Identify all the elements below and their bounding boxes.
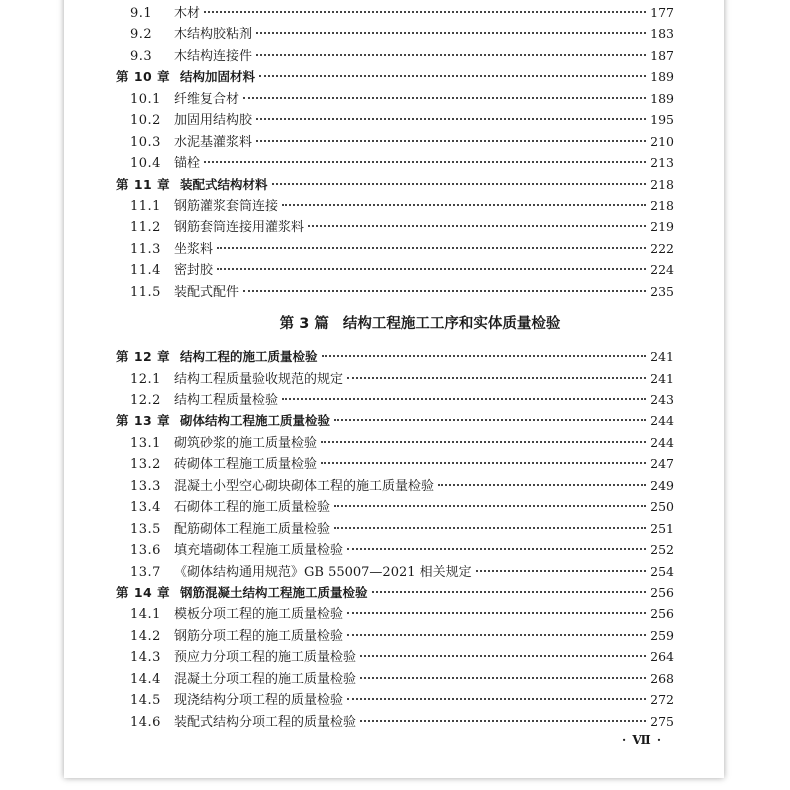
dot-leader bbox=[308, 225, 646, 227]
entry-page-number: 187 bbox=[650, 47, 674, 63]
entry-number: 9.1 bbox=[130, 6, 153, 21]
dot-leader bbox=[282, 204, 646, 206]
part-title: 结构工程施工工序和实体质量检验 bbox=[342, 316, 561, 333]
entry-page-number: 218 bbox=[650, 197, 674, 213]
entry-number: 10.2 bbox=[130, 113, 161, 129]
entry-number: 14.3 bbox=[130, 650, 161, 666]
entry-number: 13.6 bbox=[130, 543, 161, 559]
dot-leader bbox=[360, 677, 646, 679]
toc-section-entry[interactable] bbox=[116, 539, 674, 560]
dot-leader bbox=[347, 548, 646, 550]
entry-page-number: 189 bbox=[650, 90, 674, 106]
entry-number: 11.3 bbox=[130, 241, 161, 257]
entry-number: 13.7 bbox=[130, 564, 161, 580]
dot-leader bbox=[347, 634, 646, 636]
entry-title: 木结构胶粘剂 bbox=[174, 27, 253, 43]
dot-leader bbox=[256, 54, 646, 56]
toc-chapter-entry[interactable] bbox=[116, 410, 674, 431]
toc-section-entry[interactable] bbox=[116, 689, 674, 710]
book-page bbox=[64, 0, 724, 778]
entry-page-number: 259 bbox=[650, 627, 674, 643]
entry-page-number: 218 bbox=[650, 176, 674, 192]
dot-leader bbox=[321, 441, 646, 443]
part-heading bbox=[116, 302, 674, 346]
entry-number: 12.2 bbox=[130, 393, 161, 408]
entry-title: 结构工程质量检验 bbox=[174, 393, 279, 408]
entry-page-number: 256 bbox=[650, 584, 674, 600]
toc-section-entry[interactable] bbox=[116, 152, 674, 173]
entry-number: 11.1 bbox=[130, 198, 161, 214]
dot-leader bbox=[204, 11, 646, 13]
dot-leader bbox=[347, 377, 646, 379]
dot-leader bbox=[256, 32, 646, 34]
entry-title: 预应力分项工程的施工质量检验 bbox=[174, 650, 357, 666]
toc-section-entry[interactable] bbox=[116, 259, 674, 280]
entry-title: 砌筑砂浆的施工质量检验 bbox=[174, 435, 318, 451]
dot-leader bbox=[259, 75, 646, 77]
entry-page-number: 249 bbox=[650, 477, 674, 493]
entry-number: 9.3 bbox=[130, 48, 153, 64]
entry-page-number: 264 bbox=[650, 649, 674, 665]
entry-page-number: 241 bbox=[650, 370, 674, 386]
dot-leader bbox=[334, 419, 646, 421]
toc-section-entry[interactable] bbox=[116, 216, 674, 237]
entry-title: 密封胶 bbox=[174, 263, 214, 279]
entry-title: 钢筋分项工程的施工质量检验 bbox=[174, 628, 344, 644]
entry-number: 第 12 章 bbox=[116, 349, 171, 365]
entry-title: 坐浆料 bbox=[174, 241, 214, 257]
entry-title: 《砌体结构通用规范》GB 55007—2021 相关规定 bbox=[174, 564, 472, 580]
entry-page-number: 183 bbox=[650, 26, 674, 42]
entry-title: 石砌体工程的施工质量检验 bbox=[174, 500, 331, 516]
toc-section-entry[interactable] bbox=[116, 646, 674, 667]
entry-page-number: 210 bbox=[650, 133, 674, 149]
entry-number: 9.2 bbox=[130, 27, 153, 43]
page-folio: · Ⅶ · bbox=[621, 733, 662, 747]
entry-title: 钢筋混凝土结构工程施工质量检验 bbox=[180, 584, 368, 600]
toc-section-entry[interactable] bbox=[116, 496, 674, 517]
dot-leader bbox=[282, 398, 646, 400]
toc-section-entry[interactable] bbox=[116, 432, 674, 453]
entry-page-number: 219 bbox=[650, 219, 674, 235]
entry-title: 结构工程质量验收规范的规定 bbox=[174, 371, 344, 387]
entry-number: 13.4 bbox=[130, 500, 161, 516]
dot-leader bbox=[334, 527, 646, 529]
toc-section-entry[interactable] bbox=[116, 475, 674, 496]
entry-title: 装配式结构材料 bbox=[180, 176, 268, 192]
dot-leader bbox=[334, 505, 646, 507]
entry-title: 砌体结构工程施工质量检验 bbox=[180, 413, 331, 429]
toc-section-entry[interactable] bbox=[116, 238, 674, 259]
toc-section-entry[interactable] bbox=[116, 368, 674, 389]
entry-page-number: 268 bbox=[650, 670, 674, 686]
entry-page-number: 254 bbox=[650, 563, 674, 579]
entry-title: 装配式配件 bbox=[174, 284, 240, 300]
entry-page-number: 247 bbox=[650, 456, 674, 472]
entry-page-number: 195 bbox=[650, 112, 674, 128]
dot-leader bbox=[217, 247, 646, 249]
entry-page-number: 189 bbox=[650, 69, 674, 85]
entry-page-number: 243 bbox=[650, 392, 674, 407]
dot-leader bbox=[347, 612, 646, 614]
entry-page-number: 244 bbox=[650, 434, 674, 450]
entry-title: 砖砌体工程施工质量检验 bbox=[174, 457, 318, 473]
toc-section-entry[interactable] bbox=[116, 45, 674, 66]
entry-title: 结构工程的施工质量检验 bbox=[180, 349, 318, 365]
dot-leader bbox=[204, 161, 646, 163]
entry-title: 结构加固材料 bbox=[180, 69, 256, 85]
entry-page-number: 244 bbox=[650, 413, 674, 429]
toc-section-entry[interactable] bbox=[116, 711, 674, 732]
toc-section-entry[interactable] bbox=[116, 561, 674, 582]
dot-leader bbox=[360, 720, 646, 722]
toc-section-entry[interactable] bbox=[116, 281, 674, 302]
toc-section-entry[interactable] bbox=[116, 625, 674, 646]
entry-title: 配筋砌体工程施工质量检验 bbox=[174, 521, 331, 537]
entry-number: 第 13 章 bbox=[116, 413, 171, 429]
entry-title: 纤维复合材 bbox=[174, 91, 240, 107]
toc-section-entry[interactable] bbox=[116, 195, 674, 216]
entry-title: 木结构连接件 bbox=[174, 48, 253, 64]
entry-title: 钢筋灌浆套筒连接 bbox=[174, 198, 279, 214]
toc-section-entry[interactable] bbox=[116, 453, 674, 474]
entry-title: 水泥基灌浆料 bbox=[174, 134, 253, 150]
entry-number: 11.5 bbox=[130, 284, 161, 300]
entry-number: 12.1 bbox=[130, 371, 161, 387]
dot-leader bbox=[272, 183, 646, 185]
entry-page-number: 250 bbox=[650, 499, 674, 515]
entry-number: 第 11 章 bbox=[116, 176, 171, 192]
table-of-contents bbox=[116, 2, 674, 732]
entry-page-number: 177 bbox=[650, 5, 674, 20]
toc-section-entry[interactable] bbox=[116, 389, 674, 410]
dot-leader bbox=[321, 462, 646, 464]
entry-page-number: 252 bbox=[650, 542, 674, 558]
entry-number: 14.2 bbox=[130, 628, 161, 644]
entry-page-number: 256 bbox=[650, 606, 674, 622]
toc-section-entry[interactable] bbox=[116, 131, 674, 152]
entry-page-number: 251 bbox=[650, 520, 674, 536]
entry-number: 11.2 bbox=[130, 220, 161, 236]
entry-page-number: 272 bbox=[650, 692, 674, 708]
dot-leader bbox=[322, 355, 646, 357]
toc-section-entry[interactable] bbox=[116, 88, 674, 109]
entry-number: 14.1 bbox=[130, 607, 161, 623]
dot-leader bbox=[438, 484, 646, 486]
entry-page-number: 235 bbox=[650, 283, 674, 299]
entry-title: 装配式结构分项工程的质量检验 bbox=[174, 714, 357, 730]
entry-title: 锚栓 bbox=[174, 156, 201, 172]
entry-title: 填充墙砌体工程施工质量检验 bbox=[174, 543, 344, 559]
entry-page-number: 222 bbox=[650, 240, 674, 256]
entry-number: 14.6 bbox=[130, 714, 161, 730]
entry-number: 13.3 bbox=[130, 478, 161, 494]
dot-leader bbox=[360, 655, 646, 657]
toc-chapter-entry[interactable] bbox=[116, 582, 674, 603]
entry-page-number: 213 bbox=[650, 155, 674, 171]
entry-title: 加固用结构胶 bbox=[174, 113, 253, 129]
toc-section-entry[interactable] bbox=[116, 603, 674, 624]
dot-leader bbox=[347, 698, 646, 700]
entry-page-number: 224 bbox=[650, 262, 674, 278]
dot-leader bbox=[256, 140, 646, 142]
entry-number: 10.1 bbox=[130, 91, 161, 107]
entry-number: 11.4 bbox=[130, 263, 161, 279]
dot-leader bbox=[256, 118, 646, 120]
toc-section-entry[interactable] bbox=[116, 668, 674, 689]
entry-number: 第 14 章 bbox=[116, 584, 171, 600]
toc-chapter-entry[interactable] bbox=[116, 346, 674, 367]
entry-title: 混凝土小型空心砌块砌体工程的施工质量检验 bbox=[174, 478, 435, 494]
entry-title: 钢筋套筒连接用灌浆料 bbox=[174, 220, 305, 236]
entry-number: 10.4 bbox=[130, 156, 161, 172]
entry-page-number: 275 bbox=[650, 713, 674, 729]
entry-number: 14.5 bbox=[130, 693, 161, 709]
dot-leader bbox=[372, 591, 646, 593]
entry-number: 13.1 bbox=[130, 435, 161, 451]
entry-title: 混凝土分项工程的施工质量检验 bbox=[174, 671, 357, 687]
toc-chapter-entry[interactable] bbox=[116, 174, 674, 195]
toc-section-entry[interactable] bbox=[116, 2, 674, 23]
dot-leader bbox=[243, 290, 646, 292]
entry-number: 10.3 bbox=[130, 134, 161, 150]
part-number: 第 3 篇 bbox=[279, 316, 329, 333]
entry-number: 13.2 bbox=[130, 457, 161, 473]
entry-number: 14.4 bbox=[130, 671, 161, 687]
toc-chapter-entry[interactable] bbox=[116, 66, 674, 87]
entry-page-number: 241 bbox=[650, 349, 674, 365]
entry-title: 现浇结构分项工程的质量检验 bbox=[174, 693, 344, 709]
entry-title: 木材 bbox=[174, 6, 201, 21]
entry-number: 13.5 bbox=[130, 521, 161, 537]
toc-section-entry[interactable] bbox=[116, 518, 674, 539]
entry-number: 第 10 章 bbox=[116, 69, 171, 85]
toc-section-entry[interactable] bbox=[116, 23, 674, 44]
dot-leader bbox=[243, 97, 646, 99]
toc-section-entry[interactable] bbox=[116, 109, 674, 130]
dot-leader bbox=[476, 570, 646, 572]
entry-title: 模板分项工程的施工质量检验 bbox=[174, 607, 344, 623]
dot-leader bbox=[217, 268, 646, 270]
